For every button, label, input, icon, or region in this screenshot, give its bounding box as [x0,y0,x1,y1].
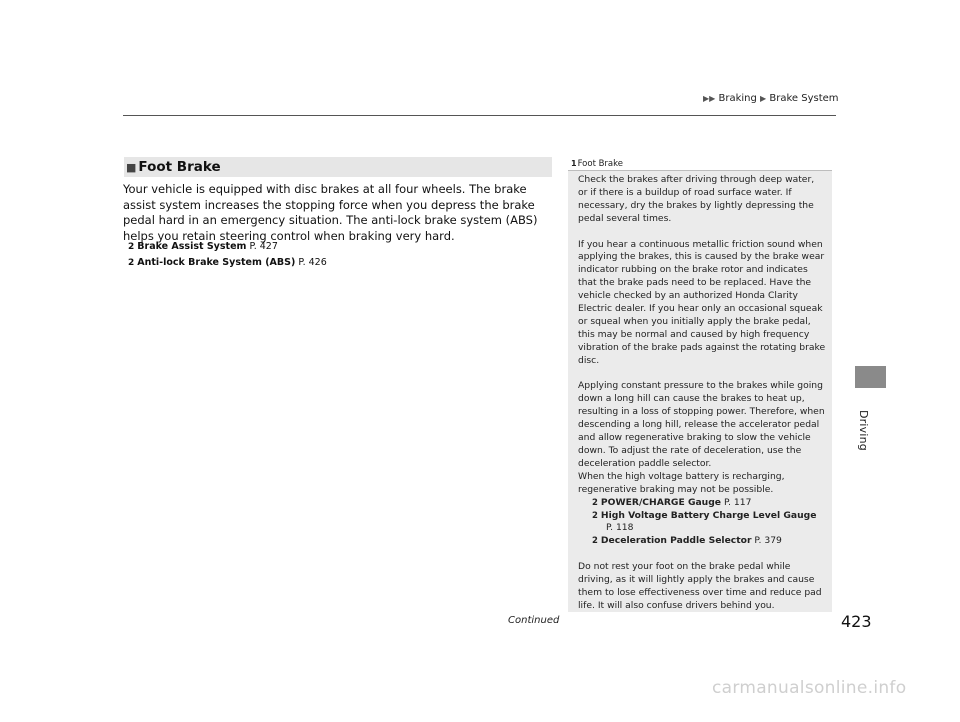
note-xref-hv-battery[interactable] [578,510,826,523]
xref-page: P. 379 [754,535,782,547]
notes-title-text: Foot Brake [577,159,623,169]
xref-label: High Voltage Battery Charge Level Gauge [600,509,817,521]
xref-page: P. 426 [298,257,327,268]
section-body: Your vehicle is equipped with disc brakes at all four wheels. The brake assist system increases the stopping force when you depress the brake pedal hard in an emergency situation. The anti-lock brake system (ABS) helps you retain steering control when braking very hard. [123,182,538,243]
xref-label: POWER/CHARGE Gauge [600,496,722,508]
xref-arrow-icon: 2 [592,497,598,508]
square-bullet-icon: ■ [126,161,137,174]
xref-page: P. 117 [723,496,752,508]
xref-arrow-icon: 2 [592,536,598,547]
xref-arrow-icon: 2 [128,242,135,252]
page-number: 423 [841,612,872,631]
xref-arrow-icon: 2 [128,258,135,268]
note-xref-hv-battery-page: P. 118 [606,522,634,534]
xref-label: Deceleration Paddle Selector [600,535,752,547]
breadcrumb [703,93,839,104]
double-arrow-icon: ▶▶ [703,94,716,103]
note-xref-power-charge[interactable] [578,497,826,510]
arrow-icon: ▶ [760,94,767,103]
xref-abs[interactable] [128,257,327,268]
watermark: carmanualsonline.info [712,678,907,698]
notes-title [568,157,832,171]
section-heading-text: Foot Brake [138,159,221,175]
xref-arrow-icon: 2 [592,510,598,521]
notes-panel [568,157,832,612]
continued-label: Continued [508,615,560,626]
note-paragraph: When the high voltage battery is recharging, regenerative braking may not be possible. [578,470,785,495]
breadcrumb-brake-system[interactable]: Brake System [769,93,839,104]
notes-body [578,174,826,626]
section-heading [124,157,552,177]
note-marker-icon: 1 [571,159,577,168]
xref-brake-assist[interactable] [128,241,278,252]
xref-label: Brake Assist System [137,241,247,252]
breadcrumb-braking[interactable]: Braking [718,93,757,104]
header-rule [123,115,836,116]
xref-label: Anti-lock Brake System (ABS) [137,257,296,268]
chapter-tab [855,366,886,388]
chapter-label: Driving [857,410,870,451]
note-paragraph: If you hear a continuous metallic friction sound when applying the brakes, this is caused by the brake wear indicator rubbing on the brake rotor and indicates that the brake pads need to be replaced. Have the vehicle checked by an authorized Honda Clarity Electric dealer. If you hear only an occasional squeak or squeal when you initially apply the brake pedal, this may be normal and caused by high frequency vibration of the brake pads against the rotating brake disc. [578,238,826,366]
note-paragraph: Do not rest your foot on the brake pedal while driving, as it will lightly apply the brakes and cause them to lose effectiveness over time and reduce pad life. It will also confuse drivers behind you. [578,561,822,611]
note-xref-paddle[interactable] [578,535,826,548]
xref-page: P. 427 [249,241,278,252]
note-paragraph: Applying constant pressure to the brakes while going down a long hill can cause the brakes to heat up, resulting in a loss of stopping power. Therefore, when descending a long hill, release the accelerator pedal and allow regenerative braking to slow the vehicle down. To adjust the rate of deceleration, use the deceleration paddle selector. [578,380,825,469]
note-paragraph: Check the brakes after driving through deep water, or if there is a buildup of road surface water. If necessary, dry the brakes by lightly depressing the pedal several times. [578,174,815,224]
